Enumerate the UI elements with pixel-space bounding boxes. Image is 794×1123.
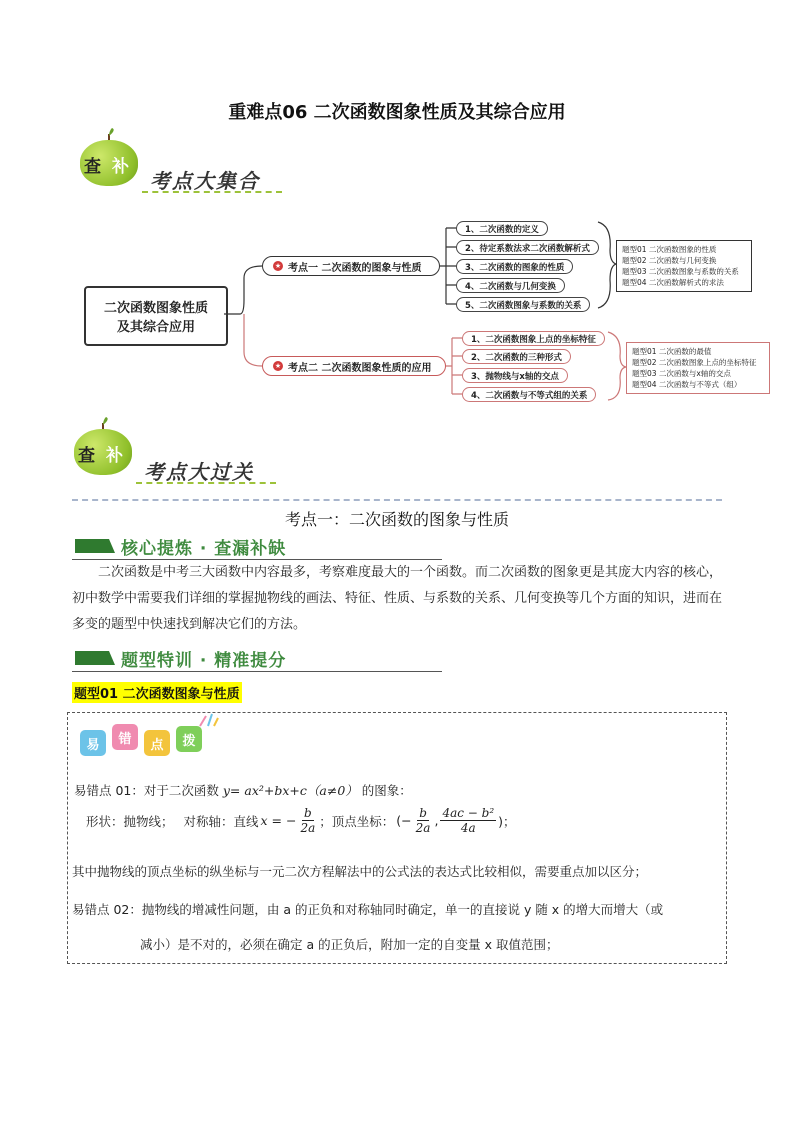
axis-den: 2a — [300, 821, 316, 835]
error-point-2-line1: 易错点 02：抛物线的增减性问题，由 a 的正负和对称轴同时确定，单一的直接说 y 随 x 的增大而增大（或 — [72, 902, 664, 917]
tag-cuo: 错 — [112, 724, 138, 750]
mindmap-item: 1、二次函数图象上点的坐标特征 — [462, 331, 605, 346]
axis-fraction — [298, 806, 317, 835]
sparkle-icon — [198, 712, 220, 728]
mindmap-branch-1-label: 考点一 二次函数的图象与性质 — [288, 262, 422, 274]
badge-char-1: 查 — [78, 446, 95, 466]
heading-underline — [72, 671, 442, 672]
tag-bo: 拨 — [176, 726, 202, 752]
flag-icon — [75, 651, 115, 665]
section-divider — [72, 499, 722, 501]
error-point-1 — [74, 781, 412, 799]
vertex-label: ；顶点坐标： — [319, 813, 395, 829]
vertex-fraction-2 — [440, 806, 496, 835]
mindmap-branch-2-label: 考点二 二次函数图象性质的应用 — [288, 362, 432, 374]
mindmap-type: 题型01 二次函数的最值 — [632, 347, 712, 356]
banner-label: 考点大集合 — [150, 169, 260, 193]
quadratic-formula: y= ax²+bx+c（a≠0） — [222, 783, 358, 798]
note-line: 其中抛物线的顶点坐标的纵坐标与一元二次方程解法中的公式法的表达式比较相似，需要重点加以区分； — [72, 864, 648, 879]
star-icon: ★ — [274, 262, 282, 270]
tips-tags — [80, 730, 202, 756]
error-point-2-line2: 减小）是不对的，必须在确定 a 的正负后，附加一定的自变量 x 取值范围； — [140, 937, 559, 952]
mindmap-branch-1 — [262, 256, 440, 276]
mindmap-root-line-1: 二次函数图象性质 — [103, 301, 208, 316]
mindmap-type: 题型02 二次函数图象上点的坐标特征 — [632, 358, 757, 367]
apple-badge-icon — [72, 417, 134, 479]
axis-x: x = − — [260, 813, 297, 828]
star-icon: ★ — [274, 362, 282, 370]
flag-icon — [75, 539, 115, 553]
badge-char-2: 补 — [112, 157, 129, 177]
tag-dian: 点 — [144, 730, 170, 756]
mindmap-item: 5、二次函数图象与系数的关系 — [456, 297, 590, 312]
mindmap-type-box-1 — [616, 240, 752, 292]
axis-label: 对称轴：直线 — [183, 813, 259, 829]
badge-char-1: 查 — [84, 157, 101, 177]
vertex-num-1: b — [419, 806, 427, 820]
vertex-close: )； — [498, 813, 516, 829]
heading-training-text: 题型特训 · 精准提分 — [121, 650, 287, 671]
mindmap-type: 题型04 二次函数解析式的求法 — [622, 278, 724, 287]
mindmap-item: 4、二次函数与不等式组的关系 — [462, 387, 596, 402]
mindmap-type: 题型03 二次函数与x轴的交点 — [632, 369, 731, 378]
banner-label: 考点大过关 — [144, 460, 254, 484]
badge-char-2: 补 — [106, 446, 123, 466]
mindmap-item: 1、二次函数的定义 — [456, 221, 548, 236]
page-title: 重难点06 二次函数图象性质及其综合应用 — [228, 102, 566, 123]
mindmap-item: 2、待定系数法求二次函数解析式 — [456, 240, 599, 255]
shape-axis-vertex-line — [86, 806, 516, 835]
mindmap-item: 4、二次函数与几何变换 — [456, 278, 565, 293]
mindmap-root-line-2: 及其综合应用 — [116, 320, 195, 335]
heading-core-text: 核心提炼 · 查漏补缺 — [121, 538, 287, 559]
vertex-num-2: 4ac − b² — [442, 806, 495, 820]
shape-label: 形状：抛物线； — [86, 813, 174, 829]
mindmap-item: 3、抛物线与x轴的交点 — [462, 368, 568, 383]
axis-num: b — [304, 806, 312, 820]
mindmap-root — [84, 286, 228, 346]
section-title: 考点一：二次函数的图象与性质 — [284, 510, 509, 529]
heading-core — [75, 534, 286, 558]
mindmap-type: 题型03 二次函数图象与系数的关系 — [622, 267, 739, 276]
error-point-1-suffix: 的图象： — [361, 783, 412, 798]
mindmap-type-box-2 — [626, 342, 770, 394]
mindmap-type: 题型01 二次函数图象的性质 — [622, 245, 717, 254]
mindmap-item: 2、二次函数的三种形式 — [462, 349, 571, 364]
question-type-label: 题型01 二次函数图象与性质 — [72, 682, 242, 703]
vertex-fraction-1 — [414, 806, 433, 835]
vertex-den-1: 2a — [415, 821, 431, 835]
tag-yi: 易 — [80, 730, 106, 756]
mindmap-item: 3、二次函数的图象的性质 — [456, 259, 573, 274]
vertex-open: (− — [396, 813, 412, 828]
heading-training — [75, 646, 286, 670]
mindmap-branch-2 — [262, 356, 446, 376]
mindmap-type: 题型02 二次函数与几何变换 — [622, 256, 717, 265]
intro-paragraph: 二次函数是中考三大函数中内容最多，考察难度最大的一个函数。而二次函数的图象更是其庞大内容的核心，初中数学中需要我们详细的掌握抛物线的画法、特征、性质、与系数的关系、几何变换等几个方面的知识，进而在多变的题型中快速找到解决它们的方法。 — [72, 565, 723, 632]
vertex-den-2: 4a — [460, 821, 476, 835]
vertex-comma: , — [434, 813, 439, 828]
mindmap-type: 题型04 二次函数与不等式（组） — [632, 380, 742, 389]
error-point-1-prefix: 易错点 01：对于二次函数 — [74, 783, 219, 798]
banner-underline — [136, 482, 276, 484]
